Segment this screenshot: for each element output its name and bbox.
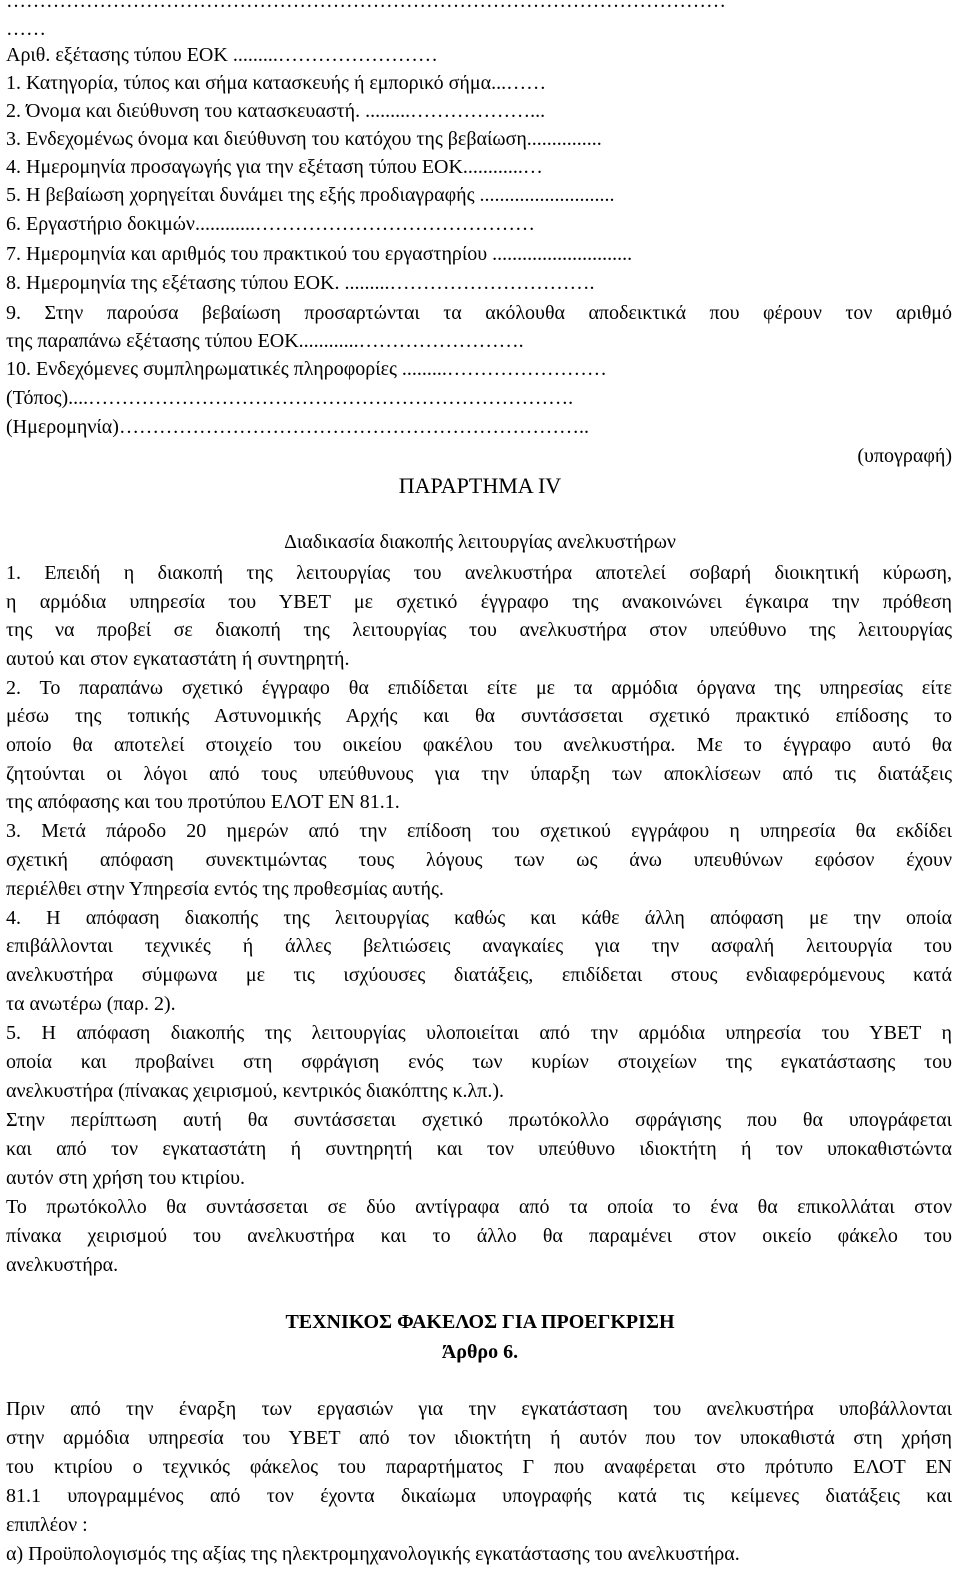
- paragraph-line: της απόφασης και του προτύπου ΕΛΟΤ ΕΝ 81.1.: [6, 791, 400, 813]
- form-item: 8. Ημερομηνία της εξέτασης τύπου ΕΟΚ. .........………………………….: [6, 272, 595, 294]
- form-item: 6. Εργαστήριο δοκιμών............……………………………………: [6, 213, 535, 235]
- form-item: 2. Όνομα και διεύθυνση του κατασκευαστή. .........………………...: [6, 100, 546, 122]
- form-item: της παραπάνω εξέτασης τύπου ΕΟΚ............…………………….: [6, 330, 524, 352]
- paragraph-line: σχετική απόφαση συνεκτιμώντας τους λόγους των ως άνω υπευθύνων εφόσον έχουν: [6, 849, 952, 871]
- annex-subtitle: Διαδικασία διακοπής λειτουργίας ανελκυστήρων: [284, 531, 676, 553]
- paragraph-line: 1. Επειδή η διακοπή της λειτουργίας του ανελκυστήρα αποτελεί σοβαρή διοικητική κύρωση,: [6, 562, 952, 584]
- paragraph-line: αυτόν στη χρήση του κτιρίου.: [6, 1167, 245, 1189]
- paragraph-line: Πριν από την έναρξη των εργασιών για την εγκατάσταση του ανελκυστήρα υποβάλλονται: [6, 1398, 952, 1420]
- form-item: 7. Ημερομηνία και αριθμός του πρακτικού του εργαστηρίου ............................: [6, 243, 633, 265]
- paragraph-line: του κτιρίου ο τεχνικός φάκελος του παραρτήματος Γ που αναφέρεται στο πρότυπο ΕΛΟΤ ΕΝ: [6, 1456, 952, 1478]
- paragraph-line: η αρμόδια υπηρεσία του ΥΒΕΤ με σχετικό έγγραφο της ανακοινώνει έγκαιρα την πρόθεση: [6, 591, 952, 613]
- paragraph-line: 3. Μετά πάροδο 20 ημερών από την επίδοση του σχετικού εγγράφου η υπηρεσία θα εκδίδει: [6, 820, 952, 842]
- paragraph-line: Στην περίπτωση αυτή θα συντάσσεται σχετικό πρωτόκολλο σφράγισης που θα υπογράφεται: [6, 1109, 952, 1131]
- form-item: 3. Ενδεχομένως όνομα και διεύθυνση του κατόχου της βεβαίωση...............: [6, 128, 602, 150]
- paragraph-line: ανελκυστήρα σύμφωνα με τις ισχύουσες διατάξεις, επιδίδεται στους ενδιαφερόμενους κατά: [6, 964, 952, 986]
- paragraph-line: της να προβεί σε διακοπή της λειτουργίας του ανελκυστήρα στον υπεύθυνο της λειτουργίας: [6, 619, 952, 641]
- signature-label: (υπογραφή): [857, 445, 952, 467]
- paragraph-line: α) Προϋπολογισμός της αξίας της ηλεκτρομηχανολογικής εγκατάστασης του ανελκυστήρα.: [6, 1543, 740, 1565]
- paragraph-line: ζητούνται οι λόγοι από τους υπεύθυνους για την ύπαρξη των αποκλίσεων από τις διατάξεις: [6, 763, 952, 785]
- paragraph-line: οποία και προβαίνει στη σφράγιση ενός των κυρίων στοιχείων της εγκατάστασης του: [6, 1051, 952, 1073]
- paragraph-line: ανελκυστήρα (πίνακας χειρισμού, κεντρικός διακόπτης κ.λπ.).: [6, 1080, 504, 1102]
- form-item: 4. Ημερομηνία προσαγωγής για την εξέταση τύπου ΕΟΚ............…: [6, 156, 543, 178]
- paragraph-line: μέσω της τοπικής Αστυνομικής Αρχής και θα συντάσσεται σχετικό πρακτικό επίδοσης το: [6, 705, 952, 727]
- paragraph-line: επιπλέον :: [6, 1514, 88, 1536]
- paragraph-line: περιέλθει στην Υπηρεσία εντός της προθεσμίας αυτής.: [6, 878, 444, 900]
- paragraph-line: επιβάλλονται τεχνικές ή άλλες βελτιώσεις αναγκαίες για την ασφαλή λειτουργία του: [6, 935, 952, 957]
- paragraph-line: ανελκυστήρα.: [6, 1254, 119, 1276]
- section-title: ΤΕΧΝΙΚΟΣ ΦΑΚΕΛΟΣ ΓΙΑ ΠΡΟΕΓΚΡΙΣΗ: [285, 1311, 675, 1333]
- paragraph-line: τα ανωτέρω (παρ. 2).: [6, 993, 176, 1015]
- paragraph-line: 4. Η απόφαση διακοπής της λειτουργίας καθώς και κάθε άλλη απόφαση με την οποία: [6, 907, 952, 929]
- dotted-line: ………………………………………………………………………………………………: [6, 0, 726, 12]
- dotted-line: ……: [6, 18, 46, 40]
- place-field: (Τόπος)....……………………………………………………………….: [6, 387, 574, 409]
- paragraph-line: 5. Η απόφαση διακοπής της λειτουργίας υλοποιείται από την αρμόδια υπηρεσία του ΥΒΕΤ η: [6, 1022, 952, 1044]
- annex-title: ΠΑΡΑΡΤΗΜΑ IV: [398, 473, 562, 498]
- form-item: 9. Στην παρούσα βεβαίωση προσαρτώνται τα ακόλουθα αποδεικτικά που φέρουν τον αριθμό: [6, 302, 952, 324]
- paragraph-line: και από τον εγκαταστάτη ή συντηρητή και τον υπεύθυνο ιδιοκτήτη ή τον υποκαθιστώντα: [6, 1138, 952, 1160]
- paragraph-line: Το πρωτόκολλο θα συντάσσεται σε δύο αντίγραφα από τα οποία το ένα θα επικολλάται στον: [6, 1196, 952, 1218]
- form-item: 1. Κατηγορία, τύπος και σήμα κατασκευής ή εμπορικό σήμα...……: [6, 72, 547, 94]
- paragraph-line: 2. Το παραπάνω σχετικό έγγραφο θα επιδίδεται είτε με τα αρμόδια όργανα της υπηρεσίας είτε: [6, 677, 952, 699]
- form-item: Αριθ. εξέτασης τύπου ΕΟΚ .........……………………: [6, 44, 438, 66]
- date-field: (Ημερομηνία)……………………………………………………………..: [6, 416, 589, 438]
- paragraph-line: αυτού και στον εγκαταστάτη ή συντηρητή.: [6, 648, 350, 670]
- article-title: Άρθρο 6.: [441, 1341, 519, 1363]
- paragraph-line: στην αρμόδια υπηρεσία του ΥΒΕΤ από τον ιδιοκτήτη ή αυτόν που τον υποκαθιστά στη χρήση: [6, 1427, 952, 1449]
- paragraph-line: οποίο θα αποτελεί στοιχείο του οικείου φακέλου του ανελκυστήρα. Με το έγγραφο αυτό θα: [6, 734, 952, 756]
- paragraph-line: 81.1 υπογραμμένος από τον έχοντα δικαίωμα υπογραφής κατά τις κείμενες διατάξεις και: [6, 1485, 952, 1507]
- form-item: 10. Ενδεχόμενες συμπληρωματικές πληροφορίες .........……………………: [6, 358, 607, 380]
- form-item: 5. Η βεβαίωση χορηγείται δυνάμει της εξής προδιαγραφής ...........................: [6, 184, 615, 206]
- paragraph-line: πίνακα χειρισμού του ανελκυστήρα και το άλλο θα παραμένει στον οικείο φάκελο του: [6, 1225, 952, 1247]
